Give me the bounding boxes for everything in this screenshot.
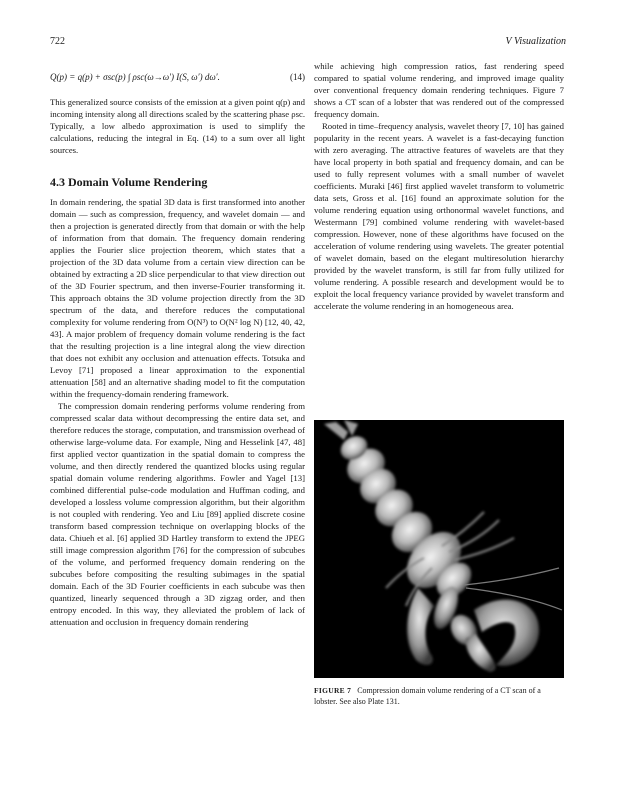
paragraph: In domain rendering, the spatial 3D data is first transformed into another domain — such as compression, frequency, and wavelet domain — and then a projection is generated directly from that domain or with the help of information from that domain. The frequency domain rendering applies the Fourier slice projection theorem, which states that a projection of the 3D data volume from a certain view direction can be obtained by extracting a 2D slice perpendicular to that view direction out of the 3D Fourier spectrum, and then inverse-Fourier transforming it. This approach obtains the 3D volume projection directly from the 3D spectrum of the data, and therefore reduces the computational complexity for volume rendering from O(N³) to O(N² log N) [12, 40, 42, 43]. A major problem of frequency domain volume rendering is the fact that the resulting projection is a line integral along the view direction that does not exhibit any occlusion and attenuation effects. Totsuka and Levoy [71] proposed a linear approximation to the exponential attenuation [58] and an alternative shading model to fit the computation within the frequency-domain rendering framework. <box>50 197 305 399</box>
paragraph: while achieving high compression ratios, fast rendering speed compared to spatial volume rendering, and improved image quality over conventional frequency domain rendering techniques. Figure 7 shows a CT scan of a lobster that was rendered out of the compressed frequency domain. <box>314 61 564 119</box>
lobster-render-image <box>314 420 564 678</box>
paragraph: The compression domain rendering performs volume rendering from compressed scalar data without decompressing the entire data set, and therefore reduces the storage, computation, and transmission overhead of otherwise large-volume data. For example, Ning and Hesselink [47, 48] first applied vector quantization in the spatial domain to compress the volume, and then directly rendered the quantized blocks using regular spatial domain volume rendering algorithms. Fowler and Yagel [13] combined differential pulse-code modulation and Huffman coding, and developed a lossless volume compression algorithm, but their algorithm is not coupled with rendering. Yeo and Liu [89] applied discrete cosine transform based compression technique on overlapping blocks of the data. Chiueh et al. [6] applied 3D Hartley transform to extend the JPEG still image compression algorithm [76] for the compression of subcubes of the volume, and performed frequency domain rendering on the subcubes before compositing the resulting subimages in the spatial domain. Each of the 3D Fourier coefficients in each subcube was then quantized, linearly sequenced through a 3D zigzag order, and then entropy encoded. In this way, they alleviated the problem of lack of attenuation and occlusion in frequency domain rendering <box>50 401 305 627</box>
equation-14 <box>50 66 305 88</box>
section-heading: 4.3 Domain Volume Rendering <box>50 175 208 189</box>
paragraph: Rooted in time–frequency analysis, wavelet theory [7, 10] has gained popularity in the recent years. A wavelet is a fast-decaying function with zero averaging. The attractive features of wavelets are that they have local property in both spatial and frequency domain, and can be used to fully represent volumes with a small number of wavelet coefficients. Muraki [46] first applied wavelet transform to volumetric data sets, Gross et al. [16] found an approximate solution for the volume rendering equation using orthonormal wavelet functions, and Westermann [79] combined volume rendering with wavelet-based compression. However, none of these algorithms have focused on the acceleration of volume rendering using wavelets. The greater potential of wavelet domain, based on the elegant multiresolution hierarchy provided by the wavelet transform, is still far from fully utilized for volume rendering. A possible research and development would be to exploit the local frequency variance provided by wavelet transform and accelerate the volume rendering in an homogeneous area. <box>314 121 564 311</box>
left-column <box>50 66 305 628</box>
page-number: 722 <box>50 36 65 47</box>
running-header: V Visualization <box>505 36 566 47</box>
figure-caption-text: Compression domain volume rendering of a CT scan of a lobster. See also Plate 131. <box>314 686 541 706</box>
paragraph: This generalized source consists of the emission at a given point q(p) and incoming intensity along all directions scaled by the scattering phase ρsc. Typically, a low albedo approximation is used to simplify the calculations, reducing the integral in Eq. (14) to a sum over all light sources. <box>50 97 306 155</box>
right-column <box>314 60 564 312</box>
equation-body: Q(p) = q(p) + σsc(p) ∫ ρsc(ω→ω′) I(S, ω′) dω′. <box>50 72 220 82</box>
figure-caption <box>314 685 564 707</box>
lobster-ct-figure <box>314 420 564 678</box>
equation-number: (14) <box>290 72 305 82</box>
figure-label: FIGURE 7 <box>314 686 352 695</box>
